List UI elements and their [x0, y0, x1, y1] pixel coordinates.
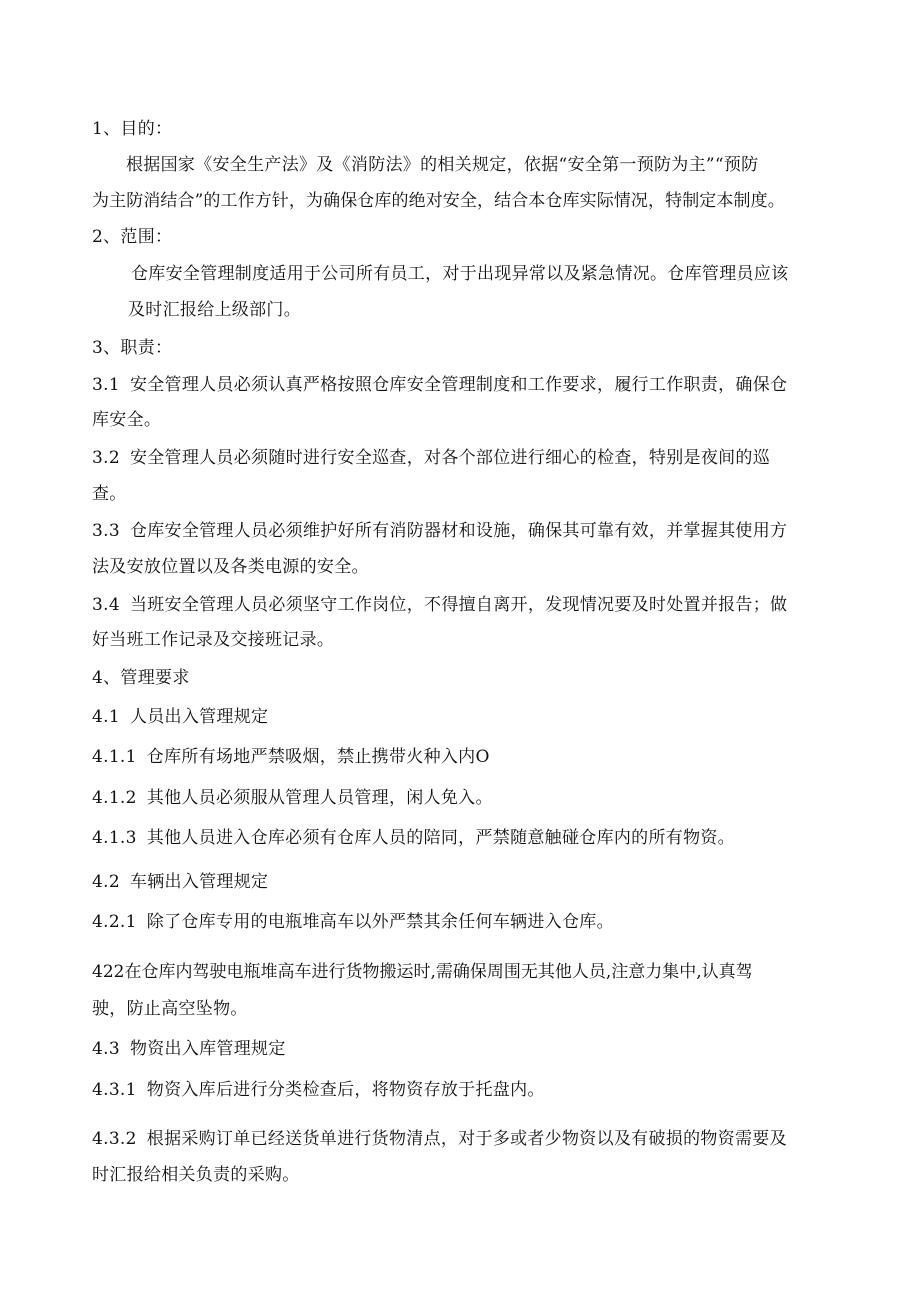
subsection-4-2-heading	[92, 870, 268, 894]
item-number: 4.3.1	[92, 1080, 137, 1100]
subsection-4-3-heading	[92, 1037, 286, 1061]
item-number: 3.1	[92, 375, 120, 395]
item-text: 其他人员进入仓库必须有仓库人员的陪同，严禁随意触碰仓库内的所有物资。	[146, 828, 735, 848]
item-number: 4.1.1	[92, 747, 137, 767]
item-number: 3.3	[92, 521, 120, 541]
item-number: 4.3	[92, 1039, 120, 1059]
section-3-heading: 3、职责：	[92, 338, 173, 358]
item-3-1-line-1	[92, 373, 787, 397]
item-text: 人员出入管理规定	[129, 707, 269, 727]
item-3-2-line-1	[92, 446, 770, 470]
item-3-4-line-1	[92, 593, 787, 617]
item-number: 3.4	[92, 595, 120, 615]
section-4-heading: 4、管理要求	[92, 668, 190, 688]
item-text: 除了仓库专用的电瓶堆高车以外严禁其余任何车辆进入仓库。	[146, 912, 614, 932]
subsection-4-1-heading	[92, 705, 268, 729]
item-number: 3.2	[92, 448, 120, 468]
item-3-1-line-2: 库安全。	[92, 410, 162, 430]
item-4-3-2-line-2: 时汇报给相关负责的采购。	[92, 1165, 300, 1185]
item-text: 安全管理人员必须随时进行安全巡查，对各个部位进行细心的检查，特别是夜间的巡	[129, 448, 771, 468]
item-4-2-2-line-2: 驶，防止高空坠物。	[92, 999, 248, 1019]
item-number: 4.1.3	[92, 828, 137, 848]
item-text: 仓库所有场地严禁吸烟，禁止携带火种入内O	[146, 747, 490, 767]
item-3-4-line-2: 好当班工作记录及交接班记录。	[92, 630, 335, 650]
item-4-1-1	[92, 745, 490, 769]
item-text: 当班安全管理人员必须坚守工作岗位，不得擅自离开，发现情况要及时处置并报告；做	[129, 595, 788, 615]
item-4-3-2-line-1	[92, 1127, 787, 1151]
item-text: 其他人员必须服从管理人员管理，闲人免入。	[146, 788, 493, 808]
item-number: 4.1	[92, 707, 120, 727]
item-text: 根据采购订单已经送货单进行货物清点，对于多或者少物资以及有破损的物资需要及	[146, 1129, 787, 1149]
section-1-heading: 1、目的：	[92, 119, 173, 139]
section-2-heading: 2、范围：	[92, 227, 173, 247]
item-3-3-line-1	[92, 519, 787, 543]
item-4-3-1	[92, 1078, 545, 1102]
item-4-1-2	[92, 786, 493, 810]
item-text: 仓库安全管理人员必须维护好所有消防器材和设施，确保其可靠有效，并掌握其使用方	[129, 521, 788, 541]
item-text: 物资入库后进行分类检查后，将物资存放于托盘内。	[146, 1080, 545, 1100]
item-number: 4.2	[92, 872, 120, 892]
section-2-paragraph-line-2: 及时汇报给上级部门。	[128, 300, 301, 320]
item-text: 安全管理人员必须认真严格按照仓库安全管理制度和工作要求，履行工作职责，确保仓	[129, 375, 788, 395]
item-text: 车辆出入管理规定	[129, 872, 269, 892]
item-4-1-3	[92, 826, 735, 850]
item-3-2-line-2: 查。	[92, 484, 127, 504]
section-1-paragraph-line-2: 为主防消结合”的工作方针，为确保仓库的绝对安全，结合本仓库实际情况，特制定本制度。	[92, 191, 785, 211]
section-2-paragraph-line-1: 仓库安全管理制度适用于公司所有员工，对于出现异常以及紧急情况。仓库管理员应该	[131, 264, 789, 284]
item-4-2-1	[92, 910, 614, 934]
item-number: 4.1.2	[92, 788, 137, 808]
item-text: 物资出入库管理规定	[129, 1039, 286, 1059]
item-number: 4.2.1	[92, 912, 137, 932]
section-1-paragraph-line-1: 根据国家《安全生产法》及《消防法》的相关规定，依据“安全第一预防为主”“预防	[126, 155, 759, 175]
item-number: 4.3.2	[92, 1129, 137, 1149]
item-4-2-2-line-1: 422在仓库内驾驶电瓶堆高车进行货物搬运时,需确保周围无其他人员,注意力集中,认真驾	[92, 962, 753, 982]
item-3-3-line-2: 法及安放位置以及各类电源的安全。	[92, 557, 369, 577]
